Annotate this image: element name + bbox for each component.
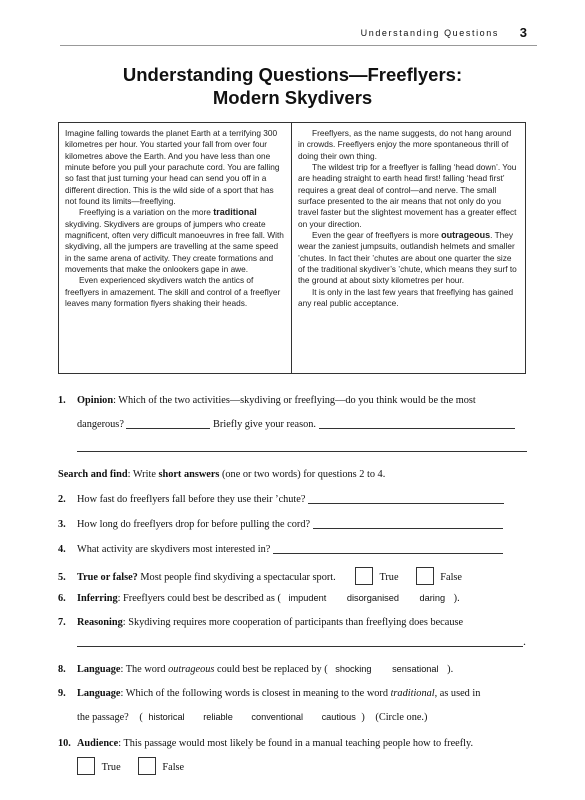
- passage-paragraph: [298, 230, 519, 287]
- question-text: Briefly give your reason.: [213, 419, 316, 430]
- option-daring[interactable]: daring: [419, 593, 446, 603]
- option-disorganised[interactable]: disorganised: [346, 593, 399, 603]
- false-checkbox[interactable]: [416, 567, 434, 585]
- question-label: Language: [77, 688, 121, 699]
- option-conventional[interactable]: conventional: [251, 712, 303, 722]
- passage-text: skydiving. Skydivers are groups of jumpers who create magnificent, often very difficult manoeuvres in free fall. With skydiving, all the jumpers are travelling at the same speed in the same arena of activity. They create formations and movements that make the onlookers gape in awe.: [65, 218, 284, 275]
- question-number: 3.: [58, 519, 66, 530]
- passage-left-column: [59, 123, 292, 373]
- question-text: (Circle one.): [375, 712, 428, 723]
- question-3: [58, 518, 503, 531]
- keyword-outrageous: outrageous: [441, 230, 491, 241]
- question-text: the passage?: [77, 712, 129, 723]
- question-text: : Which of the following words is closest in meaning to the word: [120, 688, 391, 699]
- page-number: 3: [519, 25, 527, 40]
- question-number: 2.: [58, 494, 66, 505]
- question-number: 1.: [58, 395, 66, 406]
- answer-line[interactable]: [77, 646, 523, 647]
- answer-line[interactable]: [77, 451, 527, 452]
- option-shocking[interactable]: shocking: [335, 664, 372, 674]
- question-text: : This passage would most likely be found in a manual teaching people how to freefly.: [118, 738, 474, 749]
- section-title: Understanding Questions: [360, 28, 499, 38]
- question-text: Most people find skydiving a spectacular sport.: [137, 572, 336, 583]
- false-label: False: [440, 572, 463, 583]
- question-8: [58, 663, 453, 676]
- question-label: Reasoning: [77, 617, 123, 628]
- question-text: : Skydiving requires more cooperation of participants than freeflying does because: [122, 617, 464, 628]
- question-number: 4.: [58, 544, 66, 555]
- option-cautious[interactable]: cautious: [321, 712, 356, 722]
- search-and-find-instructions: [58, 468, 385, 481]
- instruction-text: : Write: [127, 469, 159, 480]
- question-text: , as used in: [434, 688, 481, 699]
- passage-paragraph: Even experienced skydivers watch the antics of freeflyers in amazement. The skill and control of a freeflyer leaves many formation flyers shaking their heads.: [65, 275, 281, 309]
- option-historical[interactable]: historical: [148, 712, 185, 722]
- question-number: 8.: [58, 664, 66, 675]
- option-reliable[interactable]: reliable: [203, 712, 233, 722]
- passage-paragraph: Imagine falling towards the planet Earth at a terrifying 300 kilometres per hour. You started your fall from over four kilometres above the Earth. And you have less than one minute before you pull your parachute cord. You are falling so fast that just turning your head can send you off in a different direction. This is the wild side of a sport that has not found its limits—freeflying.: [65, 128, 280, 207]
- question-text: : Which of the two activities—skydiving or freeflying—do you think would be the most: [113, 395, 476, 406]
- option-sensational[interactable]: sensational: [392, 664, 439, 674]
- true-label: True: [379, 572, 399, 583]
- title-line-1: Understanding Questions—Freeflyers:: [122, 64, 463, 85]
- question-9: [58, 687, 480, 700]
- question-number: 10.: [58, 738, 71, 749]
- passage-paragraph: [65, 207, 285, 275]
- target-word: traditional: [390, 688, 435, 699]
- option-impudent[interactable]: impudent: [288, 593, 327, 603]
- answer-line[interactable]: [308, 503, 504, 504]
- passage-paragraph: The wildest trip for a freeflyer is falling ‘head down’. You are heading straight to earth head first! falling ‘head first’ requires a great deal of control—and nerve. The small surface presented to the air means that not only do you travel faster but the slightest movement has a greater effect on your direction.: [298, 162, 517, 229]
- question-number: 9.: [58, 688, 66, 699]
- question-label: Audience: [77, 738, 119, 749]
- question-10-answer: [77, 757, 184, 775]
- question-label: Opinion: [77, 395, 114, 406]
- question-text: (: [139, 712, 143, 723]
- question-label: True or false?: [77, 572, 138, 583]
- instruction-text: (one or two words) for questions 2 to 4.: [219, 469, 386, 480]
- question-7: [58, 616, 463, 629]
- question-10: [58, 737, 473, 750]
- question-number: 6.: [58, 593, 66, 604]
- question-text: dangerous?: [77, 419, 124, 430]
- target-word: outrageous: [168, 664, 215, 675]
- answer-line[interactable]: [313, 528, 503, 529]
- true-checkbox[interactable]: [355, 567, 373, 585]
- question-1: [58, 394, 476, 407]
- question-number: 7.: [58, 617, 66, 628]
- question-text: ).: [453, 593, 460, 604]
- passage-text: . They wear the zaniest jumpsuits, outlandish helmets and smaller ’chutes. In fact their ’chutes are about one quarter the size of the traditional skydiver’s ’chute, which means they surf to the ground at about sixty kilometres per hour.: [298, 230, 517, 286]
- passage-paragraph: It is only in the last few years that freeflying has gained any real public acceptance.: [298, 286, 514, 309]
- false-checkbox[interactable]: [138, 757, 156, 775]
- question-label: Language: [77, 664, 121, 675]
- answer-line[interactable]: [126, 428, 210, 429]
- question-2: [58, 493, 504, 506]
- page-header: [0, 25, 585, 44]
- passage-text: Even the gear of freeflyers is more: [312, 230, 442, 241]
- title-line-2: Modern Skydivers: [212, 87, 373, 108]
- keyword-traditional: traditional: [213, 207, 257, 218]
- question-text: ): [361, 712, 365, 723]
- question-number: 5.: [58, 572, 66, 583]
- question-6: [58, 592, 460, 605]
- page-title: [0, 63, 585, 109]
- question-1-line-2: [77, 419, 515, 430]
- passage-right-column: [292, 123, 525, 373]
- question-label: Inferring: [77, 593, 118, 604]
- period: .: [523, 634, 526, 648]
- question-text: How fast do freeflyers fall before they use their ’chute?: [77, 494, 306, 505]
- question-text: : Freeflyers could best be described as (: [117, 593, 281, 604]
- true-label: True: [101, 762, 121, 773]
- header-rule: [60, 45, 537, 46]
- true-checkbox[interactable]: [77, 757, 95, 775]
- answer-line[interactable]: [319, 428, 515, 429]
- question-9-line-2: [77, 712, 427, 723]
- question-text: : The word: [120, 664, 169, 675]
- instruction-emphasis: short answers: [158, 469, 220, 480]
- answer-line[interactable]: [273, 553, 503, 554]
- false-label: False: [162, 762, 185, 773]
- question-text: How long do freeflyers drop for before pulling the cord?: [77, 519, 311, 530]
- passage-text: Freeflying is a variation on the more: [79, 207, 214, 218]
- passage-paragraph: Freeflyers, as the name suggests, do not hang around in crowds. Freeflyers enjoy the more spontaneous thrill of doing their own thing.: [298, 128, 512, 161]
- question-text: ).: [447, 664, 454, 675]
- reading-passage: [58, 122, 526, 374]
- question-5: [58, 567, 462, 585]
- question-4: [58, 543, 503, 556]
- question-text: could best be replaced by (: [214, 664, 328, 675]
- instruction-label: Search and find: [58, 469, 128, 480]
- question-text: What activity are skydivers most interested in?: [77, 544, 271, 555]
